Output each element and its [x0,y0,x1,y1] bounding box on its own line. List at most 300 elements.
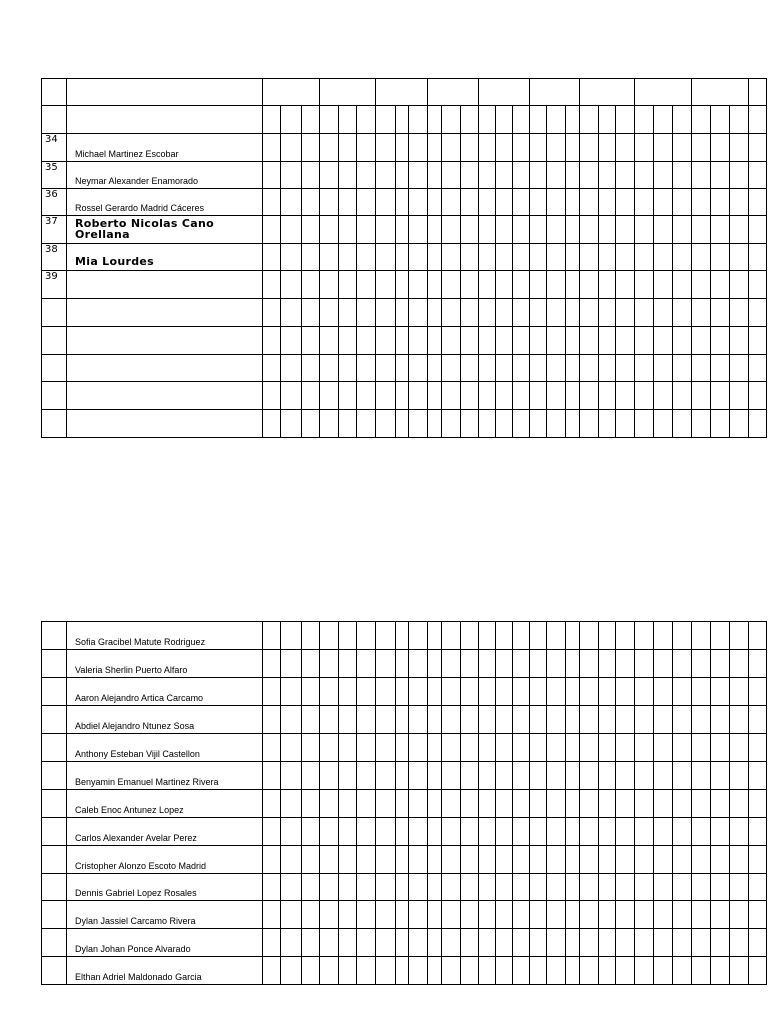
grade-cell[interactable] [654,734,673,762]
grade-cell[interactable] [396,957,409,985]
grade-cell[interactable] [302,818,320,846]
grade-cell[interactable] [281,355,302,382]
grade-cell[interactable] [692,734,711,762]
grade-cell[interactable] [320,706,339,734]
grade-cell[interactable] [547,901,566,929]
grade-cell[interactable] [357,410,376,438]
grade-cell[interactable] [749,271,767,299]
grade-cell[interactable] [409,189,428,216]
grade-cell[interactable] [635,706,654,734]
grade-cell[interactable] [409,874,428,901]
grade-cell[interactable] [263,957,281,985]
grade-cell[interactable] [376,355,396,382]
grade-cell[interactable] [566,189,580,216]
grade-cell[interactable] [547,106,566,134]
grade-cell[interactable] [320,734,339,762]
grade-cell[interactable] [513,106,530,134]
grade-cell[interactable] [320,874,339,901]
grade-cell[interactable] [479,299,496,327]
grade-cell[interactable] [616,244,635,271]
grade-cell[interactable] [461,327,479,355]
grade-cell[interactable] [396,818,409,846]
grade-cell[interactable] [496,874,513,901]
grade-cell[interactable] [461,134,479,162]
grade-cell[interactable] [496,762,513,790]
grade-cell[interactable] [599,410,616,438]
grade-cell[interactable] [320,957,339,985]
grade-cell[interactable] [461,901,479,929]
grade-cell[interactable] [635,929,654,957]
grade-cell[interactable] [580,244,599,271]
grade-cell[interactable] [635,650,654,678]
grade-cell[interactable] [635,734,654,762]
grade-cell[interactable] [409,846,428,874]
grade-cell[interactable] [711,929,730,957]
grade-cell[interactable] [673,162,692,189]
grade-cell[interactable] [692,244,711,271]
grade-cell[interactable] [730,957,749,985]
grade-cell[interactable] [376,327,396,355]
grade-cell[interactable] [692,189,711,216]
grade-cell[interactable] [711,189,730,216]
grade-cell[interactable] [749,189,767,216]
grade-cell[interactable] [442,929,461,957]
grade-cell[interactable] [673,678,692,706]
grade-cell[interactable] [302,134,320,162]
grade-cell[interactable] [530,790,547,818]
grade-cell[interactable] [599,762,616,790]
grade-cell[interactable] [580,216,599,244]
grade-cell[interactable] [339,216,357,244]
grade-cell[interactable] [616,929,635,957]
grade-cell[interactable] [281,327,302,355]
grade-cell[interactable] [654,106,673,134]
grade-cell[interactable] [635,271,654,299]
grade-cell[interactable] [428,957,442,985]
grade-cell[interactable] [409,650,428,678]
grade-cell[interactable] [496,706,513,734]
grade-cell[interactable] [496,410,513,438]
grade-cell[interactable] [339,327,357,355]
grade-cell[interactable] [442,790,461,818]
grade-cell[interactable] [654,818,673,846]
grade-cell[interactable] [263,244,281,271]
grade-cell[interactable] [730,106,749,134]
grade-cell[interactable] [428,818,442,846]
grade-cell[interactable] [616,706,635,734]
grade-cell[interactable] [461,382,479,410]
grade-cell[interactable] [730,189,749,216]
grade-cell[interactable] [428,327,442,355]
grade-cell[interactable] [530,355,547,382]
grade-cell[interactable] [635,901,654,929]
grade-cell[interactable] [530,106,547,134]
grade-cell[interactable] [376,622,396,650]
grade-cell[interactable] [566,790,580,818]
grade-cell[interactable] [376,244,396,271]
grade-cell[interactable] [547,327,566,355]
grade-cell[interactable] [635,382,654,410]
grade-cell[interactable] [263,734,281,762]
grade-cell[interactable] [357,622,376,650]
grade-cell[interactable] [654,901,673,929]
grade-cell[interactable] [281,678,302,706]
grade-cell[interactable] [281,382,302,410]
grade-cell[interactable] [320,650,339,678]
grade-cell[interactable] [409,244,428,271]
grade-cell[interactable] [673,271,692,299]
grade-cell[interactable] [409,382,428,410]
grade-cell[interactable] [530,929,547,957]
grade-cell[interactable] [530,134,547,162]
grade-cell[interactable] [396,355,409,382]
grade-cell[interactable] [357,106,376,134]
grade-cell[interactable] [730,244,749,271]
grade-cell[interactable] [376,410,396,438]
grade-cell[interactable] [496,622,513,650]
grade-cell[interactable] [357,382,376,410]
grade-cell[interactable] [673,410,692,438]
grade-cell[interactable] [496,790,513,818]
grade-cell[interactable] [547,410,566,438]
grade-cell[interactable] [396,271,409,299]
grade-cell[interactable] [320,216,339,244]
grade-cell[interactable] [263,706,281,734]
grade-cell[interactable] [580,957,599,985]
grade-cell[interactable] [673,874,692,901]
grade-cell[interactable] [616,818,635,846]
grade-cell[interactable] [580,382,599,410]
grade-cell[interactable] [263,382,281,410]
grade-cell[interactable] [711,678,730,706]
grade-cell[interactable] [547,189,566,216]
grade-cell[interactable] [302,106,320,134]
grade-cell[interactable] [513,762,530,790]
grade-cell[interactable] [547,734,566,762]
grade-cell[interactable] [654,929,673,957]
grade-cell[interactable] [479,790,496,818]
grade-cell[interactable] [409,706,428,734]
grade-cell[interactable] [530,271,547,299]
grade-cell[interactable] [616,957,635,985]
grade-cell[interactable] [673,355,692,382]
grade-cell[interactable] [263,162,281,189]
grade-cell[interactable] [302,216,320,244]
grade-cell[interactable] [442,650,461,678]
grade-cell[interactable] [442,957,461,985]
grade-cell[interactable] [530,762,547,790]
grade-cell[interactable] [479,244,496,271]
grade-cell[interactable] [635,355,654,382]
grade-cell[interactable] [547,678,566,706]
grade-cell[interactable] [547,650,566,678]
grade-cell[interactable] [566,650,580,678]
grade-cell[interactable] [263,410,281,438]
grade-cell[interactable] [428,271,442,299]
grade-cell[interactable] [530,189,547,216]
grade-cell[interactable] [673,327,692,355]
grade-cell[interactable] [513,299,530,327]
grade-cell[interactable] [599,957,616,985]
grade-cell[interactable] [654,134,673,162]
grade-cell[interactable] [547,790,566,818]
grade-cell[interactable] [749,846,767,874]
grade-cell[interactable] [496,162,513,189]
grade-cell[interactable] [599,734,616,762]
grade-cell[interactable] [711,874,730,901]
grade-cell[interactable] [461,355,479,382]
grade-cell[interactable] [673,957,692,985]
grade-cell[interactable] [442,410,461,438]
grade-cell[interactable] [263,622,281,650]
grade-cell[interactable] [673,216,692,244]
grade-cell[interactable] [339,189,357,216]
grade-cell[interactable] [749,818,767,846]
grade-cell[interactable] [616,162,635,189]
grade-cell[interactable] [749,382,767,410]
grade-cell[interactable] [263,846,281,874]
grade-cell[interactable] [320,818,339,846]
grade-cell[interactable] [479,957,496,985]
grade-cell[interactable] [396,244,409,271]
grade-cell[interactable] [692,271,711,299]
grade-cell[interactable] [711,957,730,985]
grade-cell[interactable] [281,244,302,271]
grade-cell[interactable] [635,790,654,818]
grade-cell[interactable] [263,106,281,134]
grade-cell[interactable] [496,929,513,957]
grade-cell[interactable] [461,734,479,762]
grade-cell[interactable] [749,762,767,790]
grade-cell[interactable] [442,846,461,874]
grade-cell[interactable] [530,901,547,929]
grade-cell[interactable] [616,355,635,382]
grade-cell[interactable] [711,846,730,874]
grade-cell[interactable] [428,790,442,818]
grade-cell[interactable] [496,134,513,162]
grade-cell[interactable] [442,355,461,382]
grade-cell[interactable] [673,134,692,162]
grade-cell[interactable] [616,622,635,650]
grade-cell[interactable] [566,846,580,874]
grade-cell[interactable] [357,957,376,985]
grade-cell[interactable] [730,874,749,901]
grade-cell[interactable] [692,622,711,650]
grade-cell[interactable] [302,706,320,734]
grade-cell[interactable] [496,271,513,299]
grade-cell[interactable] [496,216,513,244]
grade-cell[interactable] [730,929,749,957]
grade-cell[interactable] [616,327,635,355]
grade-cell[interactable] [547,846,566,874]
grade-cell[interactable] [496,734,513,762]
grade-cell[interactable] [599,106,616,134]
grade-cell[interactable] [479,327,496,355]
grade-cell[interactable] [635,162,654,189]
grade-cell[interactable] [357,189,376,216]
grade-cell[interactable] [749,734,767,762]
grade-cell[interactable] [428,410,442,438]
grade-cell[interactable] [730,762,749,790]
grade-cell[interactable] [711,162,730,189]
grade-cell[interactable] [530,410,547,438]
grade-cell[interactable] [673,929,692,957]
grade-cell[interactable] [461,271,479,299]
grade-cell[interactable] [428,622,442,650]
grade-cell[interactable] [635,818,654,846]
grade-cell[interactable] [654,874,673,901]
grade-cell[interactable] [654,622,673,650]
grade-cell[interactable] [442,271,461,299]
grade-cell[interactable] [580,650,599,678]
grade-cell[interactable] [599,650,616,678]
grade-cell[interactable] [749,216,767,244]
grade-cell[interactable] [654,244,673,271]
grade-cell[interactable] [428,106,442,134]
grade-cell[interactable] [580,901,599,929]
grade-cell[interactable] [711,355,730,382]
grade-cell[interactable] [442,706,461,734]
grade-cell[interactable] [376,929,396,957]
grade-cell[interactable] [461,244,479,271]
grade-cell[interactable] [376,189,396,216]
grade-cell[interactable] [357,134,376,162]
grade-cell[interactable] [281,271,302,299]
grade-cell[interactable] [635,244,654,271]
grade-cell[interactable] [616,846,635,874]
grade-cell[interactable] [339,410,357,438]
grade-cell[interactable] [302,355,320,382]
grade-cell[interactable] [730,355,749,382]
grade-cell[interactable] [339,382,357,410]
grade-cell[interactable] [513,382,530,410]
grade-cell[interactable] [616,106,635,134]
grade-cell[interactable] [376,762,396,790]
grade-cell[interactable] [580,271,599,299]
grade-cell[interactable] [339,901,357,929]
grade-cell[interactable] [357,650,376,678]
grade-cell[interactable] [281,874,302,901]
grade-cell[interactable] [409,216,428,244]
grade-cell[interactable] [599,162,616,189]
grade-cell[interactable] [513,818,530,846]
grade-cell[interactable] [749,929,767,957]
grade-cell[interactable] [396,106,409,134]
grade-cell[interactable] [461,622,479,650]
grade-cell[interactable] [357,678,376,706]
grade-cell[interactable] [263,929,281,957]
grade-cell[interactable] [302,622,320,650]
grade-cell[interactable] [530,650,547,678]
grade-cell[interactable] [428,762,442,790]
grade-cell[interactable] [513,706,530,734]
grade-cell[interactable] [302,650,320,678]
grade-cell[interactable] [281,901,302,929]
grade-cell[interactable] [320,162,339,189]
grade-cell[interactable] [599,678,616,706]
grade-cell[interactable] [479,678,496,706]
grade-cell[interactable] [409,901,428,929]
grade-cell[interactable] [302,957,320,985]
grade-cell[interactable] [320,299,339,327]
grade-cell[interactable] [442,244,461,271]
grade-cell[interactable] [673,846,692,874]
grade-cell[interactable] [461,957,479,985]
grade-cell[interactable] [461,650,479,678]
grade-cell[interactable] [396,216,409,244]
grade-cell[interactable] [320,244,339,271]
grade-cell[interactable] [428,734,442,762]
grade-cell[interactable] [692,790,711,818]
grade-cell[interactable] [530,162,547,189]
grade-cell[interactable] [711,901,730,929]
grade-cell[interactable] [730,134,749,162]
grade-cell[interactable] [711,410,730,438]
grade-cell[interactable] [339,650,357,678]
grade-cell[interactable] [281,929,302,957]
grade-cell[interactable] [479,874,496,901]
grade-cell[interactable] [461,299,479,327]
grade-cell[interactable] [396,678,409,706]
grade-cell[interactable] [547,162,566,189]
grade-cell[interactable] [396,622,409,650]
grade-cell[interactable] [654,957,673,985]
grade-cell[interactable] [376,678,396,706]
grade-cell[interactable] [599,244,616,271]
grade-cell[interactable] [409,929,428,957]
grade-cell[interactable] [692,957,711,985]
grade-cell[interactable] [263,678,281,706]
grade-cell[interactable] [654,216,673,244]
grade-cell[interactable] [711,299,730,327]
grade-cell[interactable] [442,734,461,762]
grade-cell[interactable] [566,162,580,189]
grade-cell[interactable] [635,678,654,706]
grade-cell[interactable] [730,846,749,874]
grade-cell[interactable] [730,622,749,650]
grade-cell[interactable] [428,162,442,189]
grade-cell[interactable] [396,299,409,327]
grade-cell[interactable] [281,846,302,874]
grade-cell[interactable] [749,874,767,901]
grade-cell[interactable] [599,874,616,901]
grade-cell[interactable] [302,762,320,790]
grade-cell[interactable] [599,929,616,957]
grade-cell[interactable] [692,162,711,189]
grade-cell[interactable] [580,410,599,438]
grade-cell[interactable] [513,216,530,244]
grade-cell[interactable] [357,734,376,762]
grade-cell[interactable] [479,706,496,734]
grade-cell[interactable] [566,271,580,299]
grade-cell[interactable] [409,762,428,790]
grade-cell[interactable] [409,734,428,762]
grade-cell[interactable] [281,734,302,762]
grade-cell[interactable] [461,846,479,874]
grade-cell[interactable] [692,818,711,846]
grade-cell[interactable] [654,162,673,189]
grade-cell[interactable] [302,244,320,271]
grade-cell[interactable] [692,929,711,957]
grade-cell[interactable] [692,706,711,734]
grade-cell[interactable] [461,410,479,438]
grade-cell[interactable] [357,818,376,846]
grade-cell[interactable] [442,874,461,901]
grade-cell[interactable] [281,818,302,846]
grade-cell[interactable] [580,706,599,734]
grade-cell[interactable] [339,134,357,162]
grade-cell[interactable] [566,244,580,271]
